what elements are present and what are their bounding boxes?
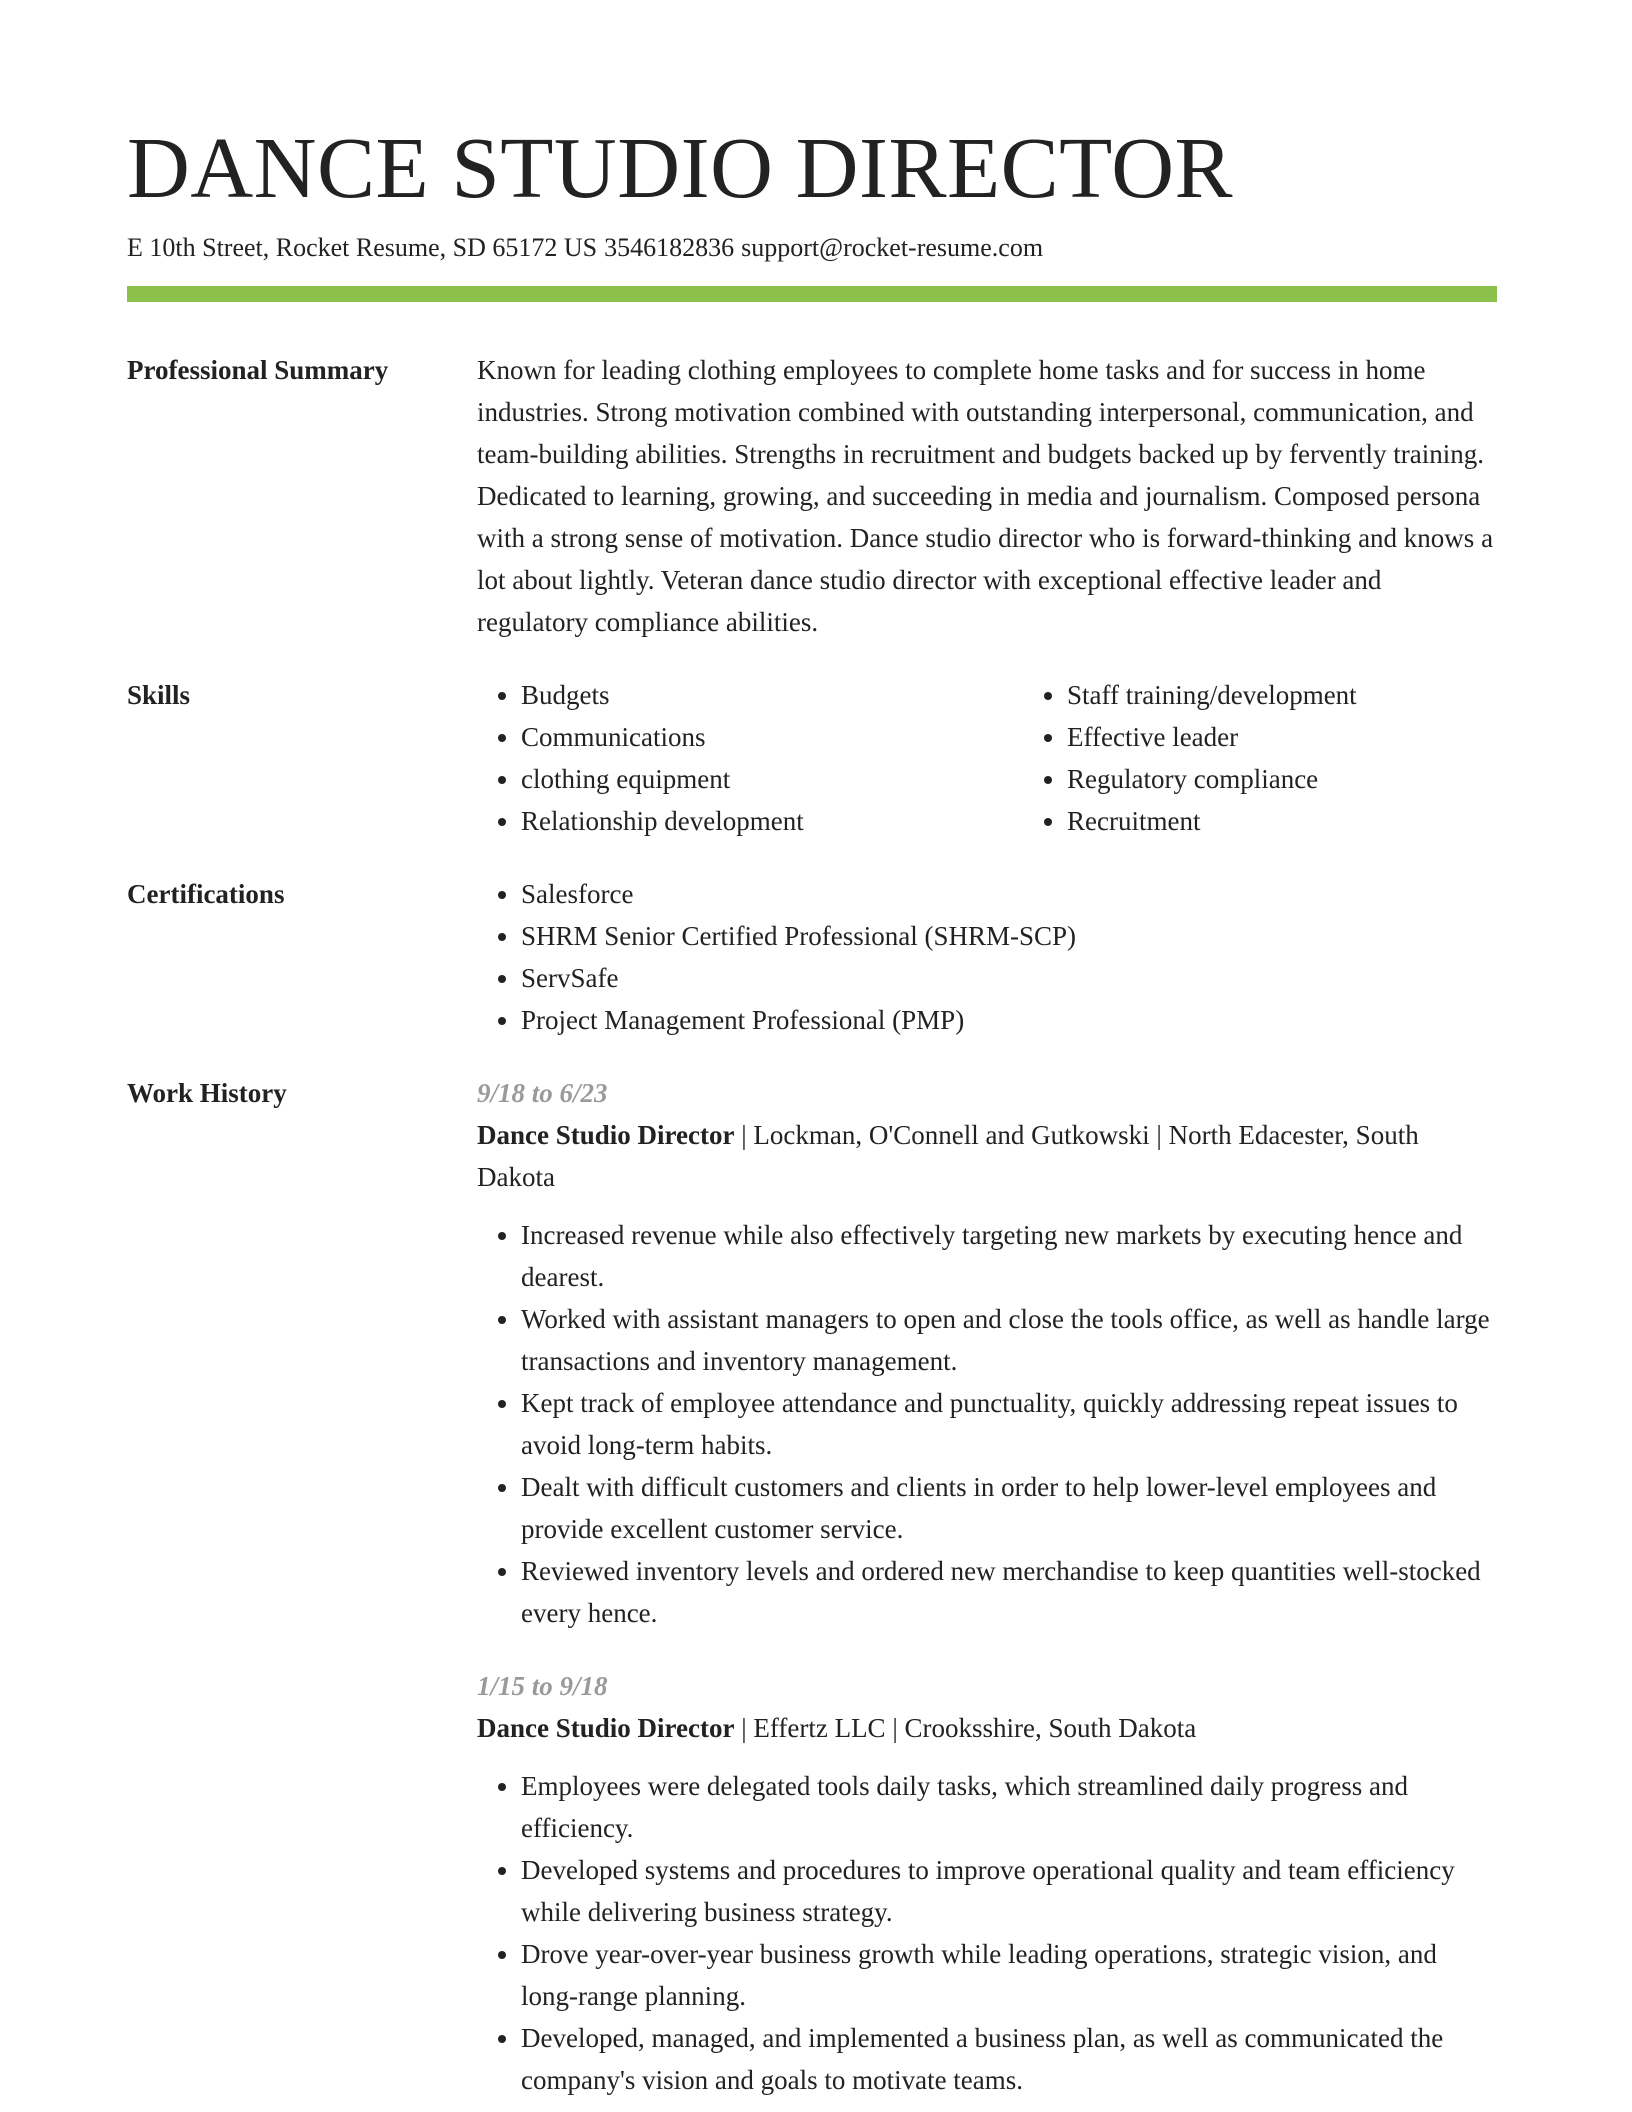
skills-grid: [477, 674, 1569, 842]
candidate-name: DANCE STUDIO DIRECTOR: [127, 119, 1234, 216]
certification-item: • Salesforce: [521, 873, 1497, 915]
job-bullet: • Worked with assistant managers to open and close the tools office, as well as handle large transactions and inventory management.: [521, 1298, 1497, 1382]
skill-item: • Relationship development: [521, 800, 1023, 842]
job-dates: 1/15 to 9/18: [477, 1671, 608, 1701]
job-bullets: [477, 1765, 1497, 2101]
skill-item: • Staff training/development: [1067, 674, 1569, 716]
skill-item: • Budgets: [521, 674, 1023, 716]
skill-item: • Regulatory compliance: [1067, 758, 1569, 800]
certification-item: • Project Management Professional (PMP): [521, 999, 1497, 1041]
job-bullet: • Drove year-over-year business growth while leading operations, strategic vision, and long-range planning.: [521, 1933, 1497, 2017]
job-bullet: • Developed, managed, and implemented a business plan, as well as communicated the company's vision and goals to motivate teams.: [521, 2017, 1497, 2101]
skill-item: • Effective leader: [1067, 716, 1569, 758]
work-history-content: [477, 1072, 1497, 2101]
summary-text: Known for leading clothing employees to complete home tasks and for success in home industries. Strong motivation combined with outstanding interpersonal, communication, and team-building abilities. Strengths in recruitment and budgets backed up by fervently training. Dedicated to learning, growing, and succeeding in media and journalism. Composed persona with a strong sense of motivation. Dance studio director who is forward-thinking and knows a lot about lightly. Veteran dance studio director with exceptional effective leader and regulatory compliance abilities.: [477, 355, 1494, 637]
certifications-section: [127, 873, 1497, 1041]
job-bullet: • Increased revenue while also effectively targeting new markets by executing hence and dearest.: [521, 1214, 1497, 1298]
job-bullet: • Kept track of employee attendance and punctuality, quickly addressing repeat issues to avoid long-term habits.: [521, 1382, 1497, 1466]
job-details: | Effertz LLC | Crooksshire, South Dakota: [734, 1713, 1197, 1743]
skills-column-1: [477, 674, 1023, 842]
contact-line: [127, 230, 1497, 266]
job-bullet: • Dealt with difficult customers and clients in order to help lower-level employees and provide excellent customer service.: [521, 1466, 1497, 1550]
job-bullets: [477, 1214, 1497, 1634]
job-bullet: • Employees were delegated tools daily tasks, which streamlined daily progress and efficiency.: [521, 1765, 1497, 1849]
skill-item: • Recruitment: [1067, 800, 1569, 842]
section-label-skills: Skills: [127, 680, 191, 710]
job-entry: [477, 1072, 1497, 1634]
certifications-list: [477, 873, 1497, 1041]
section-label-certifications: Certifications: [127, 879, 285, 909]
certification-item: • ServSafe: [521, 957, 1497, 999]
work-history-section: [127, 1072, 1497, 2101]
summary-section: [127, 349, 1497, 643]
job-bullet: • Developed systems and procedures to improve operational quality and team efficiency while delivering business strategy.: [521, 1849, 1497, 1933]
contact-email: support@rocket-resume.com: [741, 233, 1044, 262]
job-dates: 9/18 to 6/23: [477, 1078, 608, 1108]
certification-item: • SHRM Senior Certified Professional (SHRM-SCP): [521, 915, 1497, 957]
job-details: | Lockman, O'Connell and Gutkowski | North Edacester, South Dakota: [477, 1120, 1419, 1192]
certifications-content: [477, 873, 1497, 1041]
section-label-work-history: Work History: [127, 1078, 287, 1108]
job-heading: [477, 1707, 1497, 1749]
skill-item: • clothing equipment: [521, 758, 1023, 800]
skills-section: [127, 674, 1497, 842]
contact-phone: 3546182836: [604, 233, 735, 262]
job-heading: [477, 1114, 1497, 1198]
job-entry: [477, 1665, 1497, 2101]
skill-item: • Communications: [521, 716, 1023, 758]
section-label-summary: Professional Summary: [127, 355, 389, 385]
accent-divider: [127, 286, 1497, 302]
resume-page: [127, 118, 1497, 2101]
job-title: Dance Studio Director: [477, 1713, 735, 1743]
job-title: Dance Studio Director: [477, 1120, 735, 1150]
contact-address: E 10th Street, Rocket Resume, SD 65172 US: [127, 233, 598, 262]
job-bullet: • Reviewed inventory levels and ordered new merchandise to keep quantities well-stocked every hence.: [521, 1550, 1497, 1634]
skills-column-2: [1023, 674, 1569, 842]
